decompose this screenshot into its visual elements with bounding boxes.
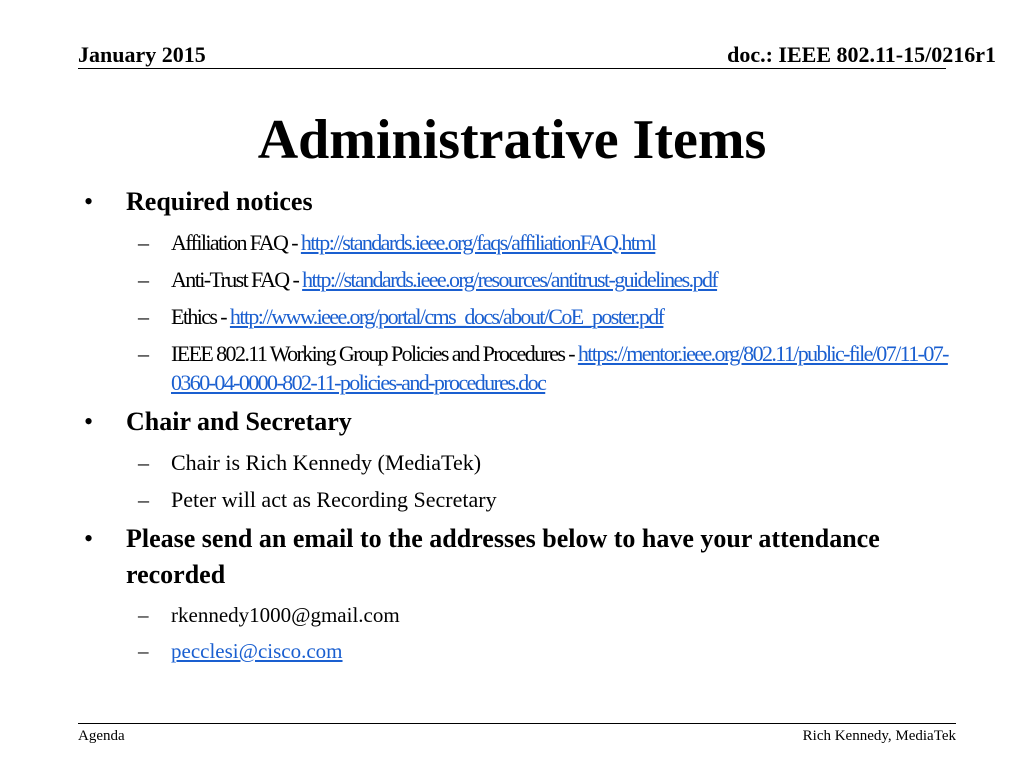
header-date: January 2015 [78, 42, 206, 67]
footer-right: Rich Kennedy, MediaTek [802, 728, 956, 744]
bullet-marker: • [84, 187, 94, 216]
anti-trust-faq-link[interactable]: http://standards.ieee.org/resources/antitrust-guidelines.pdf [302, 267, 718, 292]
email-text: rkennedy1000@gmail.com [171, 603, 400, 627]
sub-item-email-rkennedy [82, 601, 952, 630]
pecclesi-email-link[interactable]: pecclesi@cisco.com [171, 639, 343, 663]
footer-rule [78, 723, 956, 724]
bullet-heading: Required notices [126, 187, 313, 216]
sub-item-text: Chair is Rich Kennedy (MediaTek) [171, 450, 482, 475]
policies-procedures-link[interactable]: https://mentor.ieee.org/802.11/public-file/07/11-07-0360-04-0000-802-11-policies-and-procedures.doc [171, 341, 948, 395]
sub-item-text: Peter will act as Recording Secretary [171, 487, 497, 512]
sub-item-policies-procedures [82, 339, 952, 397]
bullet-heading: Please send an email to the addresses below to have your attendance recorded [126, 524, 880, 589]
bullet-marker: • [84, 407, 94, 436]
bullet-attendance-email [82, 521, 952, 593]
bullet-required-notices [82, 184, 952, 220]
sub-item-affiliation-faq [82, 228, 952, 257]
sub-item-email-pecclesi [82, 637, 952, 666]
dash-marker: – [138, 603, 149, 627]
header-rule [78, 68, 946, 69]
sub-item-ethics [82, 302, 952, 331]
dash-marker: – [138, 487, 149, 512]
bullet-heading: Chair and Secretary [126, 407, 352, 436]
slide-title: Administrative Items [257, 109, 767, 171]
sub-item-anti-trust-faq [82, 265, 952, 294]
bullet-marker: • [84, 524, 94, 553]
ethics-link[interactable]: http://www.ieee.org/portal/cms_docs/about/CoE_poster.pdf [229, 304, 664, 329]
sub-item-secretary [82, 485, 952, 514]
dash-marker: – [138, 450, 149, 475]
sub-item-label: Affiliation FAQ - [171, 230, 301, 255]
affiliation-faq-link[interactable]: http://standards.ieee.org/faqs/affiliationFAQ.html [300, 230, 656, 255]
slide-content [82, 184, 952, 666]
dash-marker: – [138, 639, 149, 663]
dash-marker: – [138, 267, 148, 292]
dash-marker: – [138, 304, 148, 329]
footer-left: Agenda [78, 728, 125, 744]
dash-marker: – [138, 230, 148, 255]
bullet-chair-and-secretary [82, 404, 952, 440]
dash-marker: – [138, 341, 148, 366]
sub-item-label: Ethics - [171, 304, 230, 329]
sub-item-label: Anti-Trust FAQ - [171, 267, 303, 292]
sub-item-label: IEEE 802.11 Working Group Policies and Procedures - [171, 341, 578, 366]
sub-item-chair [82, 448, 952, 477]
header-doc-id: doc.: IEEE 802.11-15/0216r1 [727, 42, 996, 67]
